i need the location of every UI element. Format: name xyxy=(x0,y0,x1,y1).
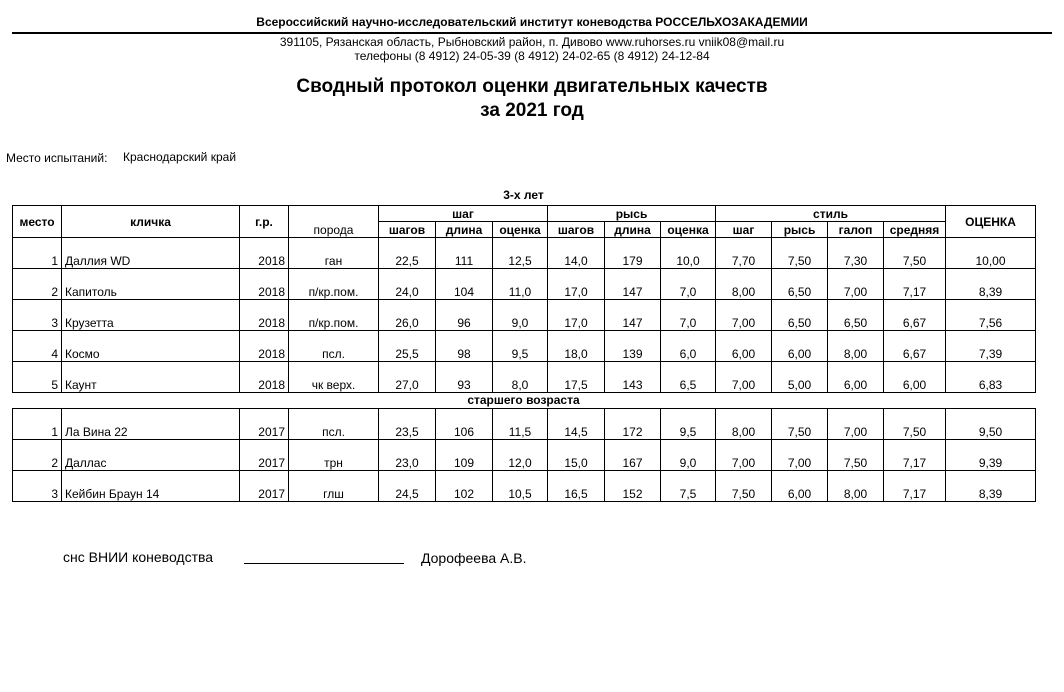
col-place: место xyxy=(13,206,62,238)
cell-name: Ла Вина 22 xyxy=(62,409,240,440)
cell-year: 2017 xyxy=(240,471,289,502)
cell-walk-grade: 12,0 xyxy=(493,440,548,471)
cell-name: Кейбин Браун 14 xyxy=(62,471,240,502)
cell-style-avg: 6,67 xyxy=(884,300,946,331)
signature-position: снс ВНИИ коневодства xyxy=(63,549,214,565)
cell-place: 1 xyxy=(13,409,62,440)
table-row xyxy=(13,331,1036,362)
cell-style-trot: 6,50 xyxy=(772,300,828,331)
table-row xyxy=(13,238,1036,269)
cell-breed: глш xyxy=(289,471,379,502)
cell-trot-length: 179 xyxy=(605,238,661,269)
cell-place: 3 xyxy=(13,300,62,331)
cell-trot-steps: 14,5 xyxy=(548,409,605,440)
cell-score: 9,39 xyxy=(946,440,1036,471)
cell-trot-length: 143 xyxy=(605,362,661,393)
cell-style-trot: 7,50 xyxy=(772,238,828,269)
cell-name: Даллия WD xyxy=(62,238,240,269)
cell-trot-length: 139 xyxy=(605,331,661,362)
cell-breed: трн xyxy=(289,440,379,471)
col-trot: рысь xyxy=(548,206,716,222)
group-label-older: старшего возраста xyxy=(467,393,580,407)
cell-walk-length: 111 xyxy=(436,238,493,269)
cell-score: 8,39 xyxy=(946,471,1036,502)
cell-style-trot: 7,00 xyxy=(772,440,828,471)
cell-breed: псл. xyxy=(289,409,379,440)
institute-phones: телефоны (8 4912) 24-05-39 (8 4912) 24-02-65 (8 4912) 24-12-84 xyxy=(354,49,710,63)
cell-walk-length: 104 xyxy=(436,269,493,300)
cell-style-walk: 7,70 xyxy=(716,238,772,269)
cell-year: 2018 xyxy=(240,331,289,362)
cell-style-walk: 8,00 xyxy=(716,409,772,440)
cell-walk-grade: 10,5 xyxy=(493,471,548,502)
cell-place: 2 xyxy=(13,269,62,300)
cell-walk-grade: 9,0 xyxy=(493,300,548,331)
page-title: Сводный протокол оценки двигательных качеств xyxy=(296,76,768,97)
cell-breed: псл. xyxy=(289,331,379,362)
cell-trot-grade: 7,0 xyxy=(661,300,716,331)
cell-trot-steps: 18,0 xyxy=(548,331,605,362)
cell-walk-length: 98 xyxy=(436,331,493,362)
cell-year: 2017 xyxy=(240,440,289,471)
col-walk-grade: оценка xyxy=(493,222,548,238)
cell-walk-steps: 24,5 xyxy=(379,471,436,502)
cell-score: 6,83 xyxy=(946,362,1036,393)
cell-place: 2 xyxy=(13,440,62,471)
table-row xyxy=(13,471,1036,502)
signature-name: Дорофеева А.В. xyxy=(421,550,527,566)
cell-style-walk: 7,00 xyxy=(716,362,772,393)
cell-name: Даллас xyxy=(62,440,240,471)
col-year: г.р. xyxy=(240,206,289,238)
col-style: стиль xyxy=(716,206,946,222)
cell-walk-length: 102 xyxy=(436,471,493,502)
cell-style-trot: 6,50 xyxy=(772,269,828,300)
cell-walk-length: 93 xyxy=(436,362,493,393)
cell-trot-length: 147 xyxy=(605,269,661,300)
cell-trot-grade: 6,0 xyxy=(661,331,716,362)
institute-name: Всероссийский научно-исследовательский институт коневодства РОССЕЛЬХОЗАКАДЕМИИ xyxy=(256,15,808,29)
cell-trot-steps: 15,0 xyxy=(548,440,605,471)
institute-address: 391105, Рязанская область, Рыбновский район, п. Дивово www.ruhorses.ru vniik08@mail.ru xyxy=(279,35,785,49)
cell-name: Космо xyxy=(62,331,240,362)
cell-style-avg: 7,50 xyxy=(884,238,946,269)
table-row xyxy=(13,269,1036,300)
cell-style-walk: 7,50 xyxy=(716,471,772,502)
cell-walk-steps: 23,5 xyxy=(379,409,436,440)
cell-year: 2018 xyxy=(240,238,289,269)
place-label: Место испытаний: xyxy=(6,151,108,165)
cell-walk-length: 96 xyxy=(436,300,493,331)
col-style-gallop: галоп xyxy=(828,222,884,238)
cell-place: 1 xyxy=(13,238,62,269)
cell-year: 2018 xyxy=(240,300,289,331)
cell-style-avg: 6,00 xyxy=(884,362,946,393)
cell-style-gallop: 8,00 xyxy=(828,331,884,362)
col-breed: порода xyxy=(289,206,379,238)
table-row xyxy=(13,300,1036,331)
cell-breed: чк верх. xyxy=(289,362,379,393)
cell-trot-grade: 10,0 xyxy=(661,238,716,269)
cell-walk-steps: 25,5 xyxy=(379,331,436,362)
cell-style-trot: 6,00 xyxy=(772,471,828,502)
cell-breed: п/кр.пом. xyxy=(289,269,379,300)
cell-style-gallop: 7,00 xyxy=(828,269,884,300)
col-score: ОЦЕНКА xyxy=(946,206,1036,238)
cell-score: 8,39 xyxy=(946,269,1036,300)
cell-trot-length: 147 xyxy=(605,300,661,331)
cell-style-gallop: 6,50 xyxy=(828,300,884,331)
cell-style-avg: 7,17 xyxy=(884,471,946,502)
cell-walk-steps: 24,0 xyxy=(379,269,436,300)
cell-year: 2017 xyxy=(240,409,289,440)
cell-score: 7,39 xyxy=(946,331,1036,362)
cell-walk-grade: 11,0 xyxy=(493,269,548,300)
cell-trot-steps: 17,0 xyxy=(548,300,605,331)
col-walk: шаг xyxy=(379,206,548,222)
place-value: Краснодарский край xyxy=(123,150,237,164)
cell-style-gallop: 7,00 xyxy=(828,409,884,440)
col-trot-grade: оценка xyxy=(661,222,716,238)
header-rule xyxy=(12,32,1052,34)
cell-style-gallop: 8,00 xyxy=(828,471,884,502)
table-row xyxy=(13,362,1036,393)
cell-walk-grade: 12,5 xyxy=(493,238,548,269)
cell-name: Каунт xyxy=(62,362,240,393)
col-style-avg: средняя xyxy=(884,222,946,238)
cell-walk-length: 106 xyxy=(436,409,493,440)
cell-style-walk: 7,00 xyxy=(716,440,772,471)
cell-walk-steps: 26,0 xyxy=(379,300,436,331)
cell-year: 2018 xyxy=(240,362,289,393)
cell-style-gallop: 7,30 xyxy=(828,238,884,269)
cell-style-trot: 6,00 xyxy=(772,331,828,362)
cell-style-avg: 6,67 xyxy=(884,331,946,362)
col-style-walk: шаг xyxy=(716,222,772,238)
cell-breed: п/кр.пом. xyxy=(289,300,379,331)
group-label-3yo: 3-х лет xyxy=(503,188,544,202)
col-walk-steps: шагов xyxy=(379,222,436,238)
cell-place: 3 xyxy=(13,471,62,502)
cell-trot-length: 167 xyxy=(605,440,661,471)
cell-trot-grade: 9,5 xyxy=(661,409,716,440)
cell-place: 4 xyxy=(13,331,62,362)
col-name: кличка xyxy=(62,206,240,238)
cell-walk-steps: 23,0 xyxy=(379,440,436,471)
cell-walk-grade: 9,5 xyxy=(493,331,548,362)
cell-style-gallop: 6,00 xyxy=(828,362,884,393)
cell-style-trot: 5,00 xyxy=(772,362,828,393)
results-table-older xyxy=(12,408,1036,502)
cell-style-walk: 8,00 xyxy=(716,269,772,300)
cell-trot-grade: 9,0 xyxy=(661,440,716,471)
page-subtitle: за 2021 год xyxy=(480,100,584,121)
cell-style-avg: 7,50 xyxy=(884,409,946,440)
cell-style-trot: 7,50 xyxy=(772,409,828,440)
cell-score: 7,56 xyxy=(946,300,1036,331)
cell-style-avg: 7,17 xyxy=(884,269,946,300)
cell-trot-steps: 16,5 xyxy=(548,471,605,502)
cell-trot-grade: 6,5 xyxy=(661,362,716,393)
col-walk-length: длина xyxy=(436,222,493,238)
cell-style-walk: 6,00 xyxy=(716,331,772,362)
cell-walk-length: 109 xyxy=(436,440,493,471)
table-row xyxy=(13,409,1036,440)
col-trot-steps: шагов xyxy=(548,222,605,238)
col-style-trot: рысь xyxy=(772,222,828,238)
cell-score: 9,50 xyxy=(946,409,1036,440)
cell-style-walk: 7,00 xyxy=(716,300,772,331)
cell-walk-steps: 22,5 xyxy=(379,238,436,269)
cell-year: 2018 xyxy=(240,269,289,300)
table-header xyxy=(12,205,1036,238)
cell-walk-grade: 8,0 xyxy=(493,362,548,393)
results-table-3yo xyxy=(12,237,1036,393)
table-row xyxy=(13,440,1036,471)
cell-trot-steps: 17,5 xyxy=(548,362,605,393)
cell-name: Капитоль xyxy=(62,269,240,300)
cell-walk-grade: 11,5 xyxy=(493,409,548,440)
cell-trot-length: 152 xyxy=(605,471,661,502)
cell-score: 10,00 xyxy=(946,238,1036,269)
cell-breed: ган xyxy=(289,238,379,269)
cell-place: 5 xyxy=(13,362,62,393)
cell-trot-grade: 7,0 xyxy=(661,269,716,300)
signature-line xyxy=(244,563,404,564)
cell-style-gallop: 7,50 xyxy=(828,440,884,471)
cell-name: Крузетта xyxy=(62,300,240,331)
cell-trot-steps: 17,0 xyxy=(548,269,605,300)
cell-walk-steps: 27,0 xyxy=(379,362,436,393)
col-trot-length: длина xyxy=(605,222,661,238)
cell-trot-steps: 14,0 xyxy=(548,238,605,269)
cell-trot-length: 172 xyxy=(605,409,661,440)
cell-style-avg: 7,17 xyxy=(884,440,946,471)
cell-trot-grade: 7,5 xyxy=(661,471,716,502)
